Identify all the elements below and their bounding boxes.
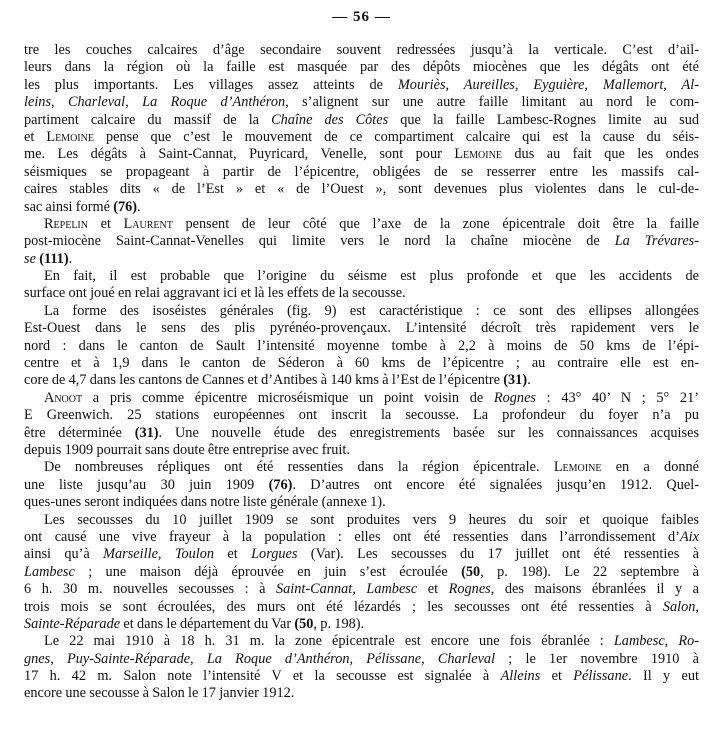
text-segment: . xyxy=(68,250,73,267)
text-line xyxy=(24,599,699,616)
text-segment: dus au fait que les ondes xyxy=(501,146,699,163)
place-name: Chaîne des Côtes xyxy=(271,111,389,128)
text-segment: Est-Ouest dans le sens des plis pyrénéo-provençaux. L’intensité décroît très rapidement vers le xyxy=(24,320,699,337)
place-name: Alleins xyxy=(500,668,541,685)
text-segment: leurs dans la région où la faille est masquée par des dépôts miocènes que les dégâts ont été xyxy=(24,59,699,76)
text-line xyxy=(24,59,699,76)
text-segment: a pris comme épicentre microséismique un point voisin de xyxy=(82,389,494,406)
text-line xyxy=(24,512,699,529)
text-segment: une liste jusqu’au 30 juin 1909 xyxy=(24,476,269,493)
text-segment: surface ont joué en relai aggravant ici et là les effets de la secousse. xyxy=(24,285,406,302)
text-segment: , p. 198). Le 22 septembre à xyxy=(480,563,699,580)
text-segment: que la faille Lambesc-Rognes limite au sud xyxy=(388,111,699,128)
text-segment: sac ainsi formé xyxy=(24,198,114,215)
text-segment: et xyxy=(417,581,449,598)
text-line xyxy=(24,633,699,650)
text-line xyxy=(24,494,699,511)
text-segment: La forme des isoséistes générales (fig. 9) est caractéristique : ce sont des ellipses allongées xyxy=(44,302,699,319)
author-name: Lemoine xyxy=(454,146,502,163)
text-segment: 17 h. 42 m. Salon note l’intensité V et la secousse est signalée à xyxy=(24,668,501,685)
text-line xyxy=(24,338,699,355)
text-segment: en a donné xyxy=(601,459,699,476)
text-segment: 6 h. 30 m. nouvelles secousses : à xyxy=(24,581,276,598)
text-segment: core de 4,7 dans les cantons de Cannes et d’Antibes à 140 kms à l’Est de l’épicentre xyxy=(24,372,504,389)
author-name: Anoot xyxy=(44,389,83,406)
text-line xyxy=(24,233,699,250)
text-segment: et xyxy=(24,128,47,145)
text-segment: . xyxy=(137,198,141,215)
text-segment: pensent de leur côté que l’axe de la zone épicentrale doit être la faille xyxy=(172,215,699,232)
place-name: se xyxy=(24,250,36,267)
text-segment: ; le 1er novembre 1910 à xyxy=(495,650,699,667)
text-line xyxy=(24,320,699,337)
text-segment: De nombreuses répliques ont été ressenties dans la région épicentrale. xyxy=(44,459,554,476)
reference-number: (111) xyxy=(39,250,69,267)
author-name: Lemoine xyxy=(46,128,94,145)
text-segment: pense que c’est le mouvement de ce compartiment calcaire qui est la cause du séis- xyxy=(93,128,699,145)
text-line xyxy=(24,425,699,442)
text-segment: En fait, il est probable que l’origine du séisme est plus profonde et que les accidents de xyxy=(44,268,699,285)
text-line xyxy=(24,355,699,372)
text-line xyxy=(24,390,699,407)
text-line xyxy=(24,164,699,181)
text-segment: centre et à 1,9 dans le canton de Séderon à 60 kms de l’épicentre ; au contraire elle est en- xyxy=(24,355,699,372)
text-line xyxy=(24,112,699,129)
text-segment: partiment calcaire du massif de la xyxy=(24,111,272,128)
text-segment: . xyxy=(527,372,531,389)
text-line xyxy=(24,581,699,598)
text-segment: séismiques se propageant à partir de l’épicentre, obligées de se resserrer entre les massifs cal- xyxy=(24,163,699,180)
text-line xyxy=(24,442,699,459)
text-segment: . Il y eut xyxy=(628,668,699,685)
text-segment: tre les couches calcaires d’âge secondaire souvent redressées jusqu’à la verticale. C’est d’ail- xyxy=(24,42,699,58)
text-segment: . D’autres ont encore été signalées jusqu’en 1912. Quel- xyxy=(292,476,699,493)
text-segment: et dans le département du Var xyxy=(120,615,295,632)
text-line xyxy=(24,199,699,216)
place-name: Mouriès, Aureilles, Eyguière, Mallemort, Al- xyxy=(397,76,699,93)
text-segment: depuis 1909 pourrait sans doute être entreprise avec fruit. xyxy=(24,441,350,458)
place-name: La Trévares- xyxy=(614,233,699,250)
text-segment: , des maisons ébranlées il y a xyxy=(490,581,699,598)
text-segment: s’alignent sur une autre faille limitant au nord le com- xyxy=(288,94,699,111)
text-segment: post-miocène Saint-Cannat-Venelles qui limite vers le nord la chaîne miocène de xyxy=(24,233,615,250)
text-segment: . Une nouvelle étude des enregistrements basée sur les connaissances acquises xyxy=(158,424,699,441)
reference-number: (76) xyxy=(268,476,293,493)
body-text xyxy=(24,42,699,703)
text-line xyxy=(24,181,699,198)
text-line xyxy=(24,651,699,668)
reference-number: (31) xyxy=(134,424,159,441)
place-name: Lambesc xyxy=(24,563,75,580)
text-line xyxy=(24,546,699,563)
text-segment: ; une maison déjà éprouvée en juin s’est écroulée xyxy=(74,563,462,580)
text-segment: les plus importants. Les villages assez atteints de xyxy=(24,76,398,93)
text-segment: être déterminée xyxy=(24,424,135,441)
text-segment: encore une secousse à Salon le 17 janvier 1912. xyxy=(24,685,295,702)
text-segment: Le 22 mai 1910 à 18 h. 31 m. la zone épicentrale est encore une fois ébranlée : xyxy=(44,633,614,650)
text-line xyxy=(24,564,699,581)
place-name: Pélissane xyxy=(573,668,629,685)
place-name: Rognes xyxy=(448,581,491,598)
text-line xyxy=(24,77,699,94)
author-name: Laurent xyxy=(123,215,173,232)
place-name: Sainte-Réparade xyxy=(24,615,121,632)
text-segment: nord : dans le canton de Sault l’intensité moyenne tombe à 2,2 à moins de 50 kms de l’épi- xyxy=(24,337,699,354)
author-name: Lemoine xyxy=(553,459,602,476)
text-line xyxy=(24,685,699,702)
text-segment: caires stables dits « de l’Est » et « de l’Ouest », sont devenues plus violentes dans le cul-de- xyxy=(24,181,699,198)
reference-number: (50 xyxy=(294,615,314,632)
text-segment: E Greenwich. 25 stations européennes ont inscrit la secousse. La profondeur du foyer n’a pu xyxy=(24,407,699,424)
text-line xyxy=(24,459,699,476)
text-line xyxy=(24,216,699,233)
place-name: Saint-Cannat, Lambesc xyxy=(276,581,418,598)
text-segment: , p. 198). xyxy=(313,615,365,632)
place-name: leins, Charleval, La Roque d’Anthéron, xyxy=(24,94,289,111)
text-segment: et xyxy=(87,215,124,232)
place-name: gnes, Puy-Sainte-Réparade, La Roque d’Anthéron, Pélissane, Charleval xyxy=(24,650,496,667)
place-name: Aix xyxy=(679,528,699,545)
place-name: Lorgues xyxy=(251,546,298,563)
place-name: Marseille, Toulon xyxy=(103,546,215,563)
text-segment: ques-unes seront indiquées dans notre liste générale (annexe 1). xyxy=(24,494,386,511)
page-number: — 56 — xyxy=(332,9,391,25)
text-line xyxy=(24,616,699,633)
text-line xyxy=(24,668,699,685)
text-line xyxy=(24,129,699,146)
author-name: Repelin xyxy=(44,215,88,232)
text-line xyxy=(24,285,699,302)
text-segment: me. Les dégâts à Saint-Cannat, Puyricard, Venelle, sont pour xyxy=(24,146,455,163)
text-line xyxy=(24,529,699,546)
text-line xyxy=(24,42,699,59)
text-segment: et xyxy=(540,668,574,685)
reference-number: (50 xyxy=(461,563,481,580)
reference-number: (31) xyxy=(503,372,528,389)
place-name: Lambesc, Ro- xyxy=(613,633,699,650)
text-segment: (Var). Les secousses du 17 juillet ont été ressenties à xyxy=(297,546,699,563)
place-name: Salon, xyxy=(662,598,699,615)
text-line xyxy=(24,94,699,111)
text-line xyxy=(24,407,699,424)
text-segment: : 43° 40’ N ; 5° 21’ xyxy=(535,389,699,406)
reference-number: (76) xyxy=(113,198,138,215)
text-segment: Les secousses du 10 juillet 1909 se sont produites vers 9 heures du soir et quoique faibles xyxy=(44,511,699,528)
text-segment: ont causé une vive frayeur à la population : elles ont été ressenties dans l’arrondissement d’ xyxy=(24,528,680,545)
text-line xyxy=(24,268,699,285)
text-segment: trois mois se sont écroulées, des murs ont été lézardés ; les secousses ont été ressenties à xyxy=(24,598,663,615)
text-line xyxy=(24,477,699,494)
text-segment: ainsi qu’à xyxy=(24,546,104,563)
text-line xyxy=(24,146,699,163)
text-line xyxy=(24,251,699,268)
text-line xyxy=(24,372,699,389)
place-name: Rognes xyxy=(493,389,536,406)
text-line xyxy=(24,303,699,320)
text-segment: et xyxy=(214,546,252,563)
